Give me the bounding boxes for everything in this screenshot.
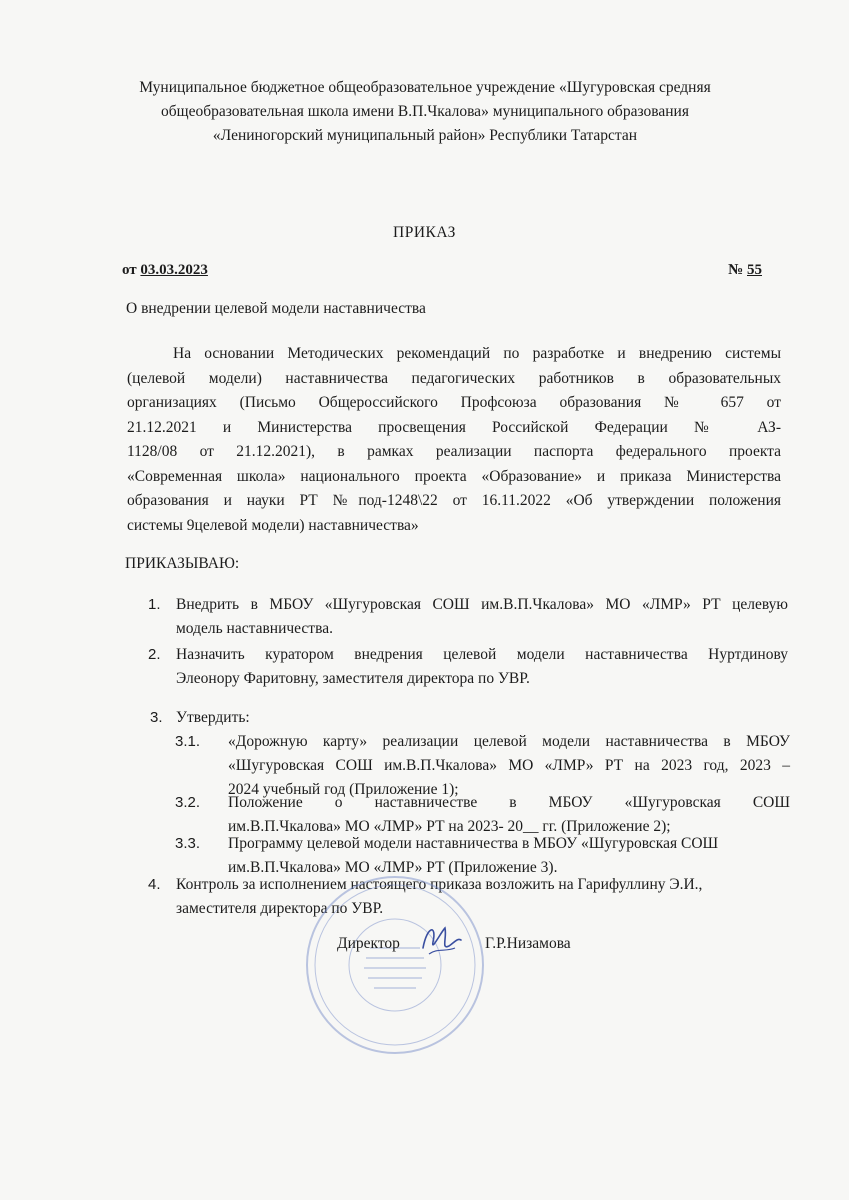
- signer-name: Г.Р.Низамова: [485, 935, 571, 952]
- preamble-line: На основании Методических рекомендаций по разработке и внедрению системы: [173, 345, 781, 362]
- preamble-line: (целевой модели) наставничества педагогических работников в образовательных: [127, 369, 781, 387]
- item-text: Положение о наставничестве в МБОУ «Шугуровская СОШ: [228, 794, 790, 811]
- item-number: 3.1.: [175, 733, 201, 750]
- item-text: Внедрить в МБОУ «Шугуровская СОШ им.В.П.Чкалова» МО «ЛМР» РТ целевую: [176, 596, 788, 613]
- item-text: им.В.П.Чкалова» МО «ЛМР» РТ на 2023- 20__ гг. (Приложение 2);: [228, 818, 671, 835]
- order-word: ПРИКАЗЫВАЮ:: [125, 555, 240, 572]
- header-line-2: общеобразовательная школа имени В.П.Чкалова» муниципального образования: [161, 103, 689, 120]
- item-text: Элеонору Фаритовну, заместителя директора по УВР.: [176, 670, 530, 687]
- preamble-line: 21.12.2021 и Министерства просвещения Российской Федерации № АЗ-: [127, 418, 781, 436]
- item-number: 3.: [150, 709, 163, 726]
- preamble-line: 1128/08 от 21.12.2021), в рамках реализации паспорта федерального проекта: [127, 443, 781, 460]
- date-number-row: [122, 262, 762, 279]
- order-subject: О внедрении целевой модели наставничества: [126, 300, 426, 317]
- signer-role: Директор: [337, 935, 400, 952]
- item-text: Контроль за исполнением настоящего приказа возложить на Гарифуллину Э.И.,: [176, 876, 703, 893]
- order-number: [728, 262, 762, 279]
- header-line-1: Муниципальное бюджетное общеобразовательное учреждение «Шугуровская средняя: [139, 79, 711, 96]
- organization-header: [100, 76, 750, 148]
- item-text: Утвердить:: [176, 709, 250, 726]
- signature-block: [0, 935, 849, 995]
- preamble: [127, 342, 781, 538]
- order-date: 03.03.2023: [140, 262, 208, 278]
- date-prefix: от: [122, 262, 137, 278]
- number-value: 55: [747, 262, 762, 278]
- number-prefix: №: [728, 262, 744, 278]
- item-number: 4.: [148, 876, 161, 893]
- document-title: ПРИКАЗ: [393, 224, 456, 241]
- item-text: модель наставничества.: [176, 620, 333, 637]
- item-number: 3.2.: [175, 794, 201, 811]
- item-number: 3.3.: [175, 835, 201, 852]
- header-line-3: «Лениногорский муниципальный район» Республики Татарстан: [212, 127, 638, 144]
- preamble-line: организациях (Письмо Общероссийского Профсоюза образования № 657 от: [127, 394, 781, 411]
- item-text: заместителя директора по УВР.: [176, 900, 384, 917]
- item-text: «Шугуровская СОШ им.В.П.Чкалова» МО «ЛМР» РТ на 2023 год, 2023 –: [228, 757, 790, 774]
- item-text: «Дорожную карту» реализации целевой модели наставничества в МБОУ: [228, 733, 790, 750]
- item-number: 1.: [148, 596, 161, 613]
- item-text: Назначить куратором внедрения целевой модели наставничества Нуртдинову: [176, 646, 788, 663]
- item-text: 2024 учебный год (Приложение 1);: [228, 781, 459, 798]
- item-text: им.В.П.Чкалова» МО «ЛМР» РТ (Приложение 3).: [228, 859, 558, 876]
- preamble-line: образования и науки РТ №под-1248\22 от 16.11.2022 «Об утверждении положения: [127, 492, 781, 509]
- item-number: 2.: [148, 646, 161, 663]
- item-text: Программу целевой модели наставничества в МБОУ «Шугуровская СОШ: [228, 835, 719, 852]
- preamble-line: системы 9целевой модели) наставничества»: [127, 516, 419, 534]
- preamble-line: «Современная школа» национального проекта «Образование» и приказа Министерства: [127, 467, 781, 485]
